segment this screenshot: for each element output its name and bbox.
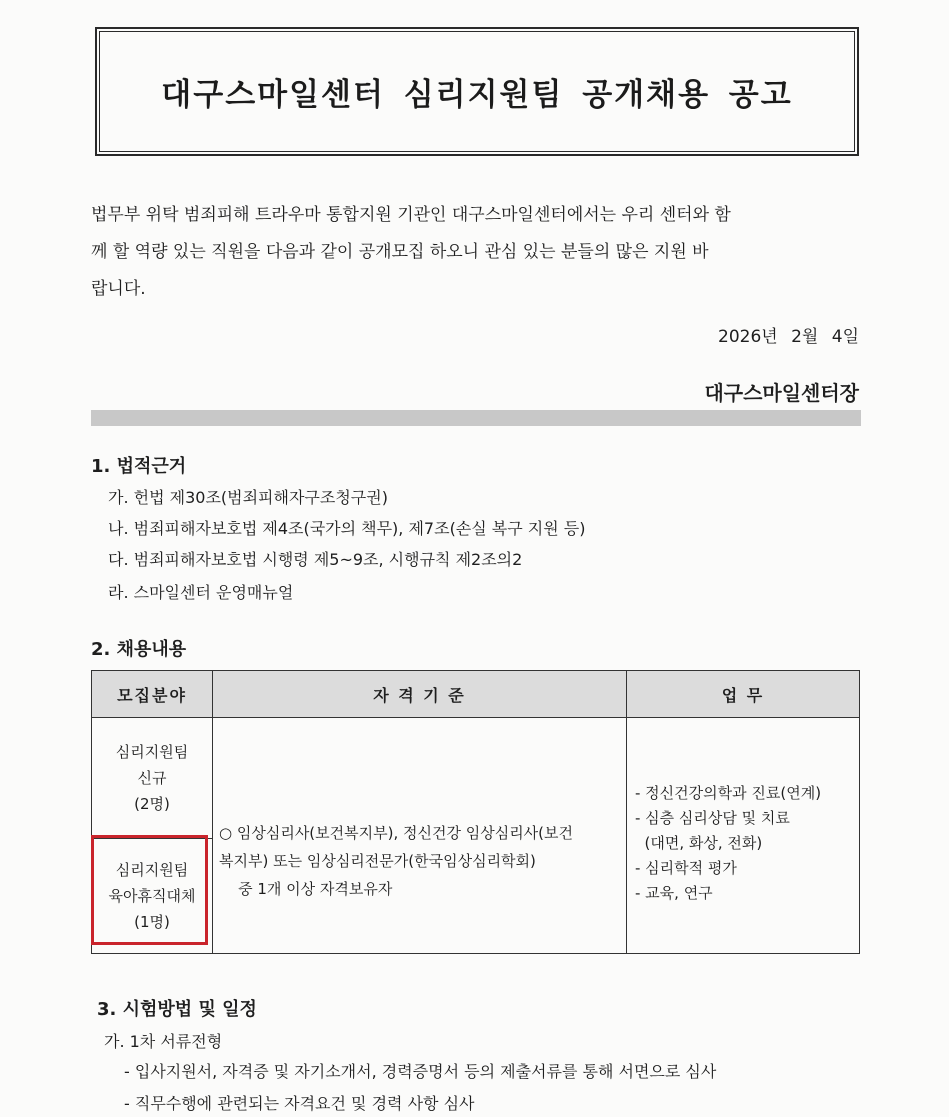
section1-item: 가. 헌법 제30조(범죄피해자구조청구권) <box>108 488 388 507</box>
title-box <box>95 27 859 156</box>
section3-heading: 3. 시험방법 및 일정 <box>97 999 257 1020</box>
section3-item: - 입사지원서, 자격증 및 자기소개서, 경력증명서 등의 제출서류를 통해 서면으로 심사 <box>124 1062 717 1081</box>
intro-line: 랍니다. <box>91 279 146 299</box>
field-text: (1명) <box>134 913 170 931</box>
duties-cell <box>627 718 860 954</box>
highlight-box <box>91 835 208 945</box>
section2-heading: 2. 채용내용 <box>91 639 187 660</box>
field-text: 심리지원팀 <box>115 861 189 879</box>
header-duties: 업 무 <box>627 671 860 718</box>
header-field: 모집분야 <box>92 671 213 718</box>
section1-item: 나. 범죄피해자보호법 제4조(국가의 책무), 제7조(손실 복구 지원 등) <box>108 519 586 538</box>
qualification-cell <box>213 718 627 954</box>
announcement-date: 2026년 2월 4일 <box>718 327 859 347</box>
qualification-line: ○ 임상심리사(보건복지부), 정신건강 임상심리사(보건 <box>219 823 574 842</box>
duty-line: - 심층 심리상담 및 치료 <box>635 809 790 827</box>
header-qualification: 자 격 기 준 <box>213 671 627 718</box>
section1-item: 라. 스마일센터 운영매뉴얼 <box>108 583 294 602</box>
intro-line: 께 할 역량 있는 직원을 다음과 같이 공개모집 하오니 관심 있는 분들의 많은 지원 바 <box>91 242 709 262</box>
divider-bar <box>91 410 861 426</box>
intro-line: 법무부 위탁 범죄피해 트라우마 통합지원 기관인 대구스마일센터에서는 우리 센터와 함 <box>91 205 731 225</box>
page-title: 대구스마일센터 심리지원팀 공개채용 공고 <box>161 77 793 113</box>
section1-item: 다. 범죄피해자보호법 시행령 제5~9조, 시행규칙 제2조의2 <box>108 550 523 569</box>
intro-paragraph <box>91 197 860 308</box>
duty-line: - 정신건강의학과 진료(연계) <box>635 784 822 802</box>
qualification-line: 중 1개 이상 자격보유자 <box>219 879 393 898</box>
duty-line: (대면, 화상, 전화) <box>635 834 763 852</box>
table-header-row <box>92 671 860 718</box>
section3-sub: 가. 1차 서류전형 <box>104 1032 223 1051</box>
duty-line: - 교육, 연구 <box>635 884 713 902</box>
field-text: 육아휴직대체 <box>108 887 196 905</box>
table-row <box>92 718 860 839</box>
field-text: 신규 <box>137 769 167 787</box>
signer: 대구스마일센터장 <box>704 381 859 405</box>
qualification-line: 복지부) 또는 임상심리전문가(한국임상심리학회) <box>219 851 536 870</box>
field-text: 심리지원팀 <box>115 743 189 761</box>
field-text: (2명) <box>134 795 170 813</box>
field-cell-new <box>92 718 213 839</box>
section3-item: - 직무수행에 관련되는 자격요건 및 경력 사항 심사 <box>124 1094 475 1113</box>
section1-heading: 1. 법적근거 <box>91 456 187 477</box>
duty-line: - 심리학적 평가 <box>635 859 737 877</box>
